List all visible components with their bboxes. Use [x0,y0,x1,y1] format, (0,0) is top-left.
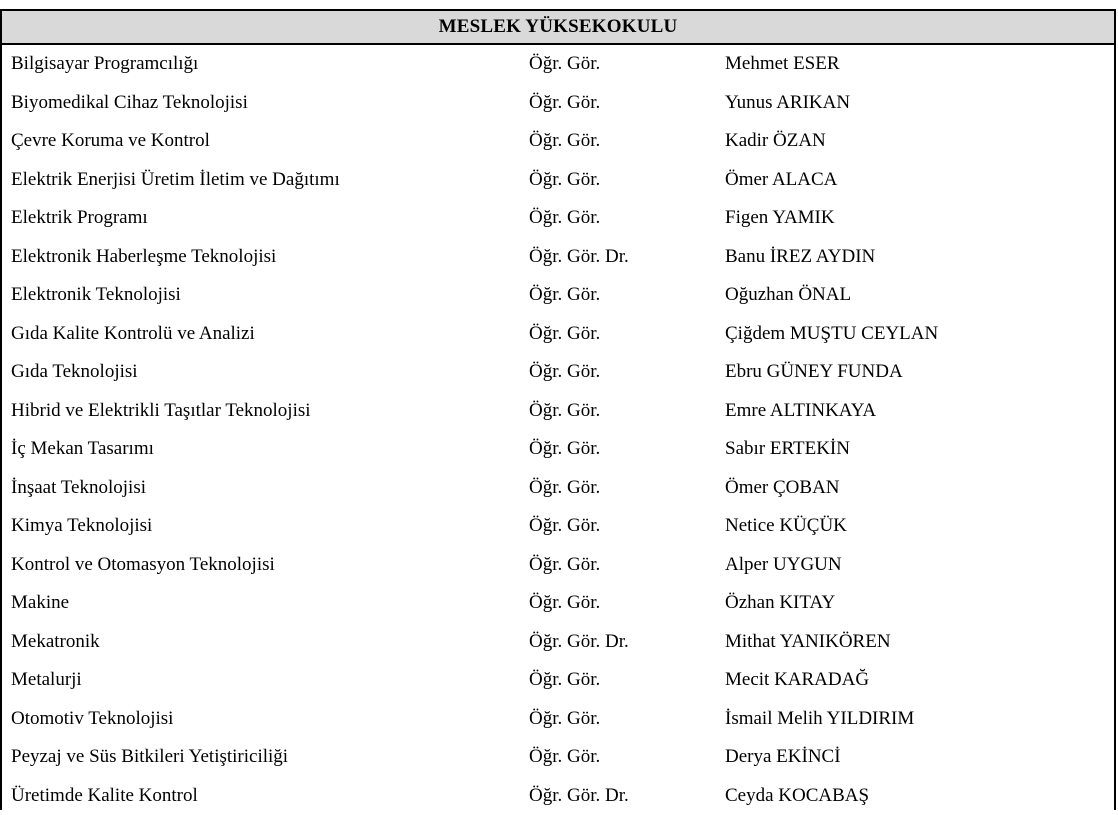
title-cell: Öğr. Gör. [529,392,600,431]
title-cell: Öğr. Gör. [529,469,600,508]
name-cell: Derya EKİNCİ [725,738,841,777]
table-row [2,700,1114,739]
program-cell: Bilgisayar Programcılığı [11,45,198,84]
title-cell: Öğr. Gör. [529,161,600,200]
table-row [2,507,1114,546]
table-row [2,353,1114,392]
name-cell: Mehmet ESER [725,45,840,84]
table-row [2,199,1114,238]
table-row [2,546,1114,585]
table-row [2,469,1114,508]
name-cell: Banu İREZ AYDIN [725,238,875,277]
program-cell: Çevre Koruma ve Kontrol [11,122,210,161]
program-cell: Elektrik Enerjisi Üretim İletim ve Dağıtımı [11,161,340,200]
table-row [2,777,1114,815]
title-cell: Öğr. Gör. [529,315,600,354]
table-row [2,392,1114,431]
name-cell: Mithat YANIKÖREN [725,623,891,662]
program-cell: Mekatronik [11,623,100,662]
program-cell: Biyomedikal Cihaz Teknolojisi [11,84,248,123]
name-cell: Çiğdem MUŞTU CEYLAN [725,315,938,354]
table-row [2,623,1114,662]
program-cell: Otomotiv Teknolojisi [11,700,173,739]
table-row [2,238,1114,277]
program-cell: Üretimde Kalite Kontrol [11,777,198,815]
name-cell: Oğuzhan ÖNAL [725,276,851,315]
title-cell: Öğr. Gör. [529,584,600,623]
title-cell: Öğr. Gör. [529,199,600,238]
name-cell: Yunus ARIKAN [725,84,850,123]
program-cell: İç Mekan Tasarımı [11,430,154,469]
program-cell: Metalurji [11,661,82,700]
title-cell: Öğr. Gör. [529,353,600,392]
table-row [2,45,1114,84]
program-cell: Kimya Teknolojisi [11,507,152,546]
name-cell: İsmail Melih YILDIRIM [725,700,914,739]
table-header: MESLEK YÜKSEKOKULU [2,9,1114,45]
table-row [2,315,1114,354]
title-cell: Öğr. Gör. Dr. [529,777,629,815]
table-row [2,276,1114,315]
title-cell: Öğr. Gör. [529,430,600,469]
program-cell: Peyzaj ve Süs Bitkileri Yetiştiriciliği [11,738,288,777]
name-cell: Ceyda KOCABAŞ [725,777,869,815]
title-cell: Öğr. Gör. [529,546,600,585]
title-cell: Öğr. Gör. Dr. [529,623,629,662]
table-body [2,45,1114,815]
table-row [2,430,1114,469]
name-cell: Emre ALTINKAYA [725,392,876,431]
program-cell: Makine [11,584,69,623]
program-cell: Elektronik Teknolojisi [11,276,181,315]
program-cell: Hibrid ve Elektrikli Taşıtlar Teknolojisi [11,392,311,431]
program-cell: Elektronik Haberleşme Teknolojisi [11,238,276,277]
name-cell: Kadir ÖZAN [725,122,826,161]
title-cell: Öğr. Gör. [529,700,600,739]
table-row [2,122,1114,161]
program-cell: Kontrol ve Otomasyon Teknolojisi [11,546,275,585]
name-cell: Mecit KARADAĞ [725,661,869,700]
program-cell: Gıda Teknolojisi [11,353,138,392]
name-cell: Ömer ÇOBAN [725,469,840,508]
title-cell: Öğr. Gör. [529,276,600,315]
title-cell: Öğr. Gör. [529,738,600,777]
name-cell: Netice KÜÇÜK [725,507,847,546]
table-row [2,84,1114,123]
name-cell: Sabır ERTEKİN [725,430,850,469]
advisor-table [0,9,1116,810]
table-row [2,161,1114,200]
title-cell: Öğr. Gör. [529,45,600,84]
title-cell: Öğr. Gör. [529,122,600,161]
name-cell: Alper UYGUN [725,546,842,585]
program-cell: Gıda Kalite Kontrolü ve Analizi [11,315,255,354]
title-cell: Öğr. Gör. [529,84,600,123]
title-cell: Öğr. Gör. Dr. [529,238,629,277]
name-cell: Özhan KITAY [725,584,835,623]
table-row [2,738,1114,777]
table-row [2,584,1114,623]
name-cell: Figen YAMIK [725,199,835,238]
title-cell: Öğr. Gör. [529,507,600,546]
program-cell: İnşaat Teknolojisi [11,469,146,508]
title-cell: Öğr. Gör. [529,661,600,700]
table-row [2,661,1114,700]
name-cell: Ebru GÜNEY FUNDA [725,353,903,392]
name-cell: Ömer ALACA [725,161,837,200]
program-cell: Elektrik Programı [11,199,148,238]
